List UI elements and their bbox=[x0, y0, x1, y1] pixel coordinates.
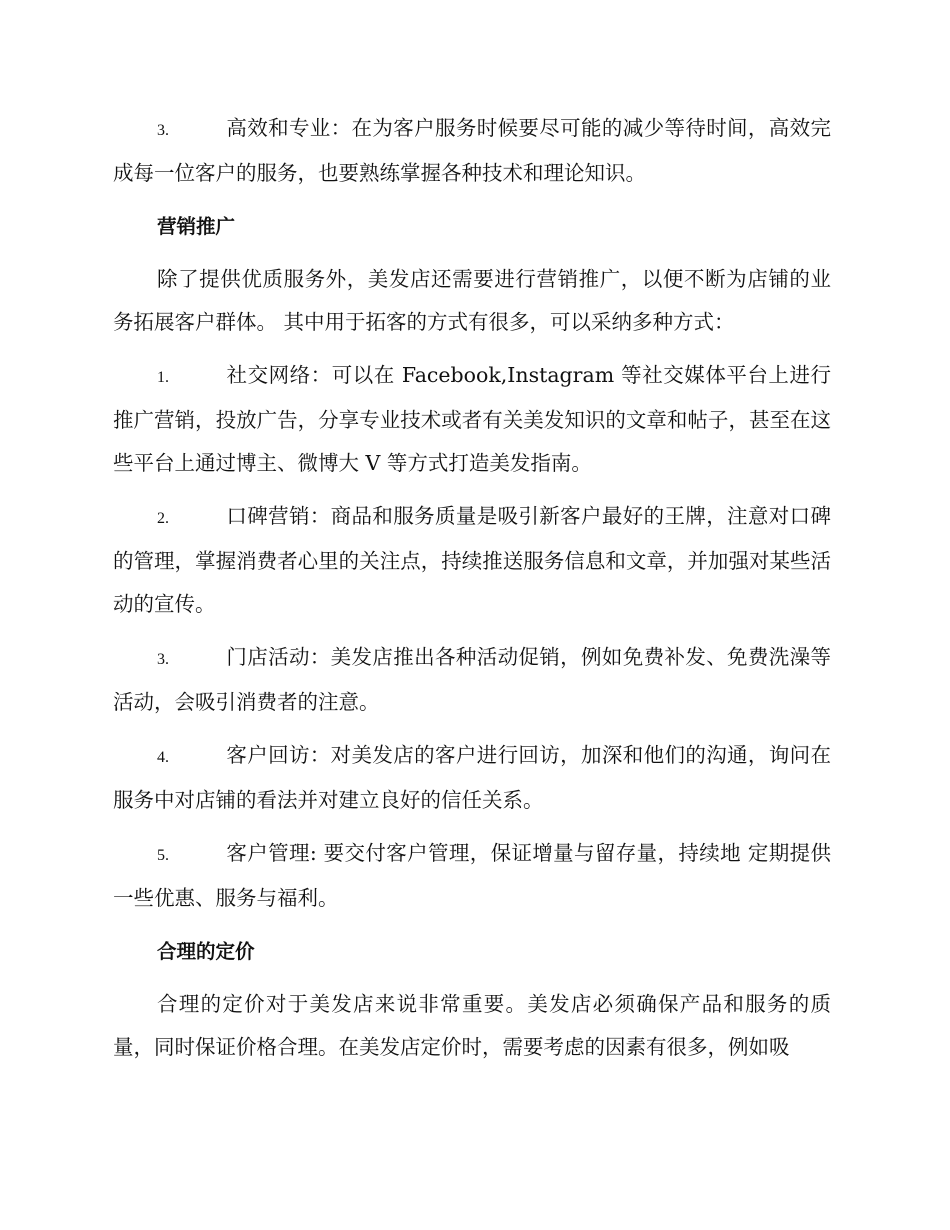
list-number: 3. bbox=[157, 651, 169, 668]
list-item-text: 社交网络：可以在 Facebook,Instagram 等社交媒体平台上进行推广营销，投放广告，分享专业技术或者有关美发知识的文章和帖子，甚至在这些平台上通过博主、微博大 V 等方式打造美发指南。 bbox=[113, 363, 831, 475]
list-number: 1. bbox=[157, 369, 169, 386]
list-item bbox=[113, 636, 831, 724]
list-number: 3. bbox=[157, 122, 169, 139]
list-item bbox=[113, 354, 831, 485]
list-number: 5. bbox=[157, 847, 169, 864]
list-item-text: 门店活动：美发店推出各种活动促销，例如免费补发、免费洗澡等活动，会吸引消费者的注意。 bbox=[113, 645, 831, 714]
document-body bbox=[113, 107, 831, 1079]
list-item-text: 客户回访：对美发店的客户进行回访，加深和他们的沟通，询问在服务中对店铺的看法并对建立良好的信任关系。 bbox=[113, 743, 831, 812]
list-item bbox=[113, 495, 831, 626]
list-number: 4. bbox=[157, 749, 169, 766]
section-heading-pricing: 合理的定价 bbox=[157, 940, 255, 963]
list-item bbox=[113, 832, 831, 920]
paragraph-marketing-intro: 除了提供优质服务外，美发店还需要进行营销推广，以便不断为店铺的业务拓展客户群体。 其中用于拓客的方式有很多，可以采纳多种方式： bbox=[113, 267, 831, 334]
list-number: 2. bbox=[157, 510, 169, 527]
list-item bbox=[113, 734, 831, 822]
list-item bbox=[113, 107, 831, 195]
list-item-text: 高效和专业：在为客户服务时候要尽可能的减少等待时间，高效完成每一位客户的服务，也要熟练掌握各种技术和理论知识。 bbox=[113, 116, 831, 185]
section-heading-marketing: 营销推广 bbox=[157, 215, 236, 238]
list-item-text: 客户管理: 要交付客户管理，保证增量与留存量，持续地 定期提供一些优惠、服务与福利。 bbox=[113, 841, 831, 910]
list-item-text: 口碑营销：商品和服务质量是吸引新客户最好的王牌，注意对口碑的管理，掌握消费者心里的关注点，持续推送服务信息和文章，并加强对某些活动的宣传。 bbox=[113, 504, 831, 616]
paragraph-pricing-intro: 合理的定价对于美发店来说非常重要。美发店必须确保产品和服务的质量，同时保证价格合理。在美发店定价时，需要考虑的因素有很多，例如吸 bbox=[113, 992, 831, 1059]
